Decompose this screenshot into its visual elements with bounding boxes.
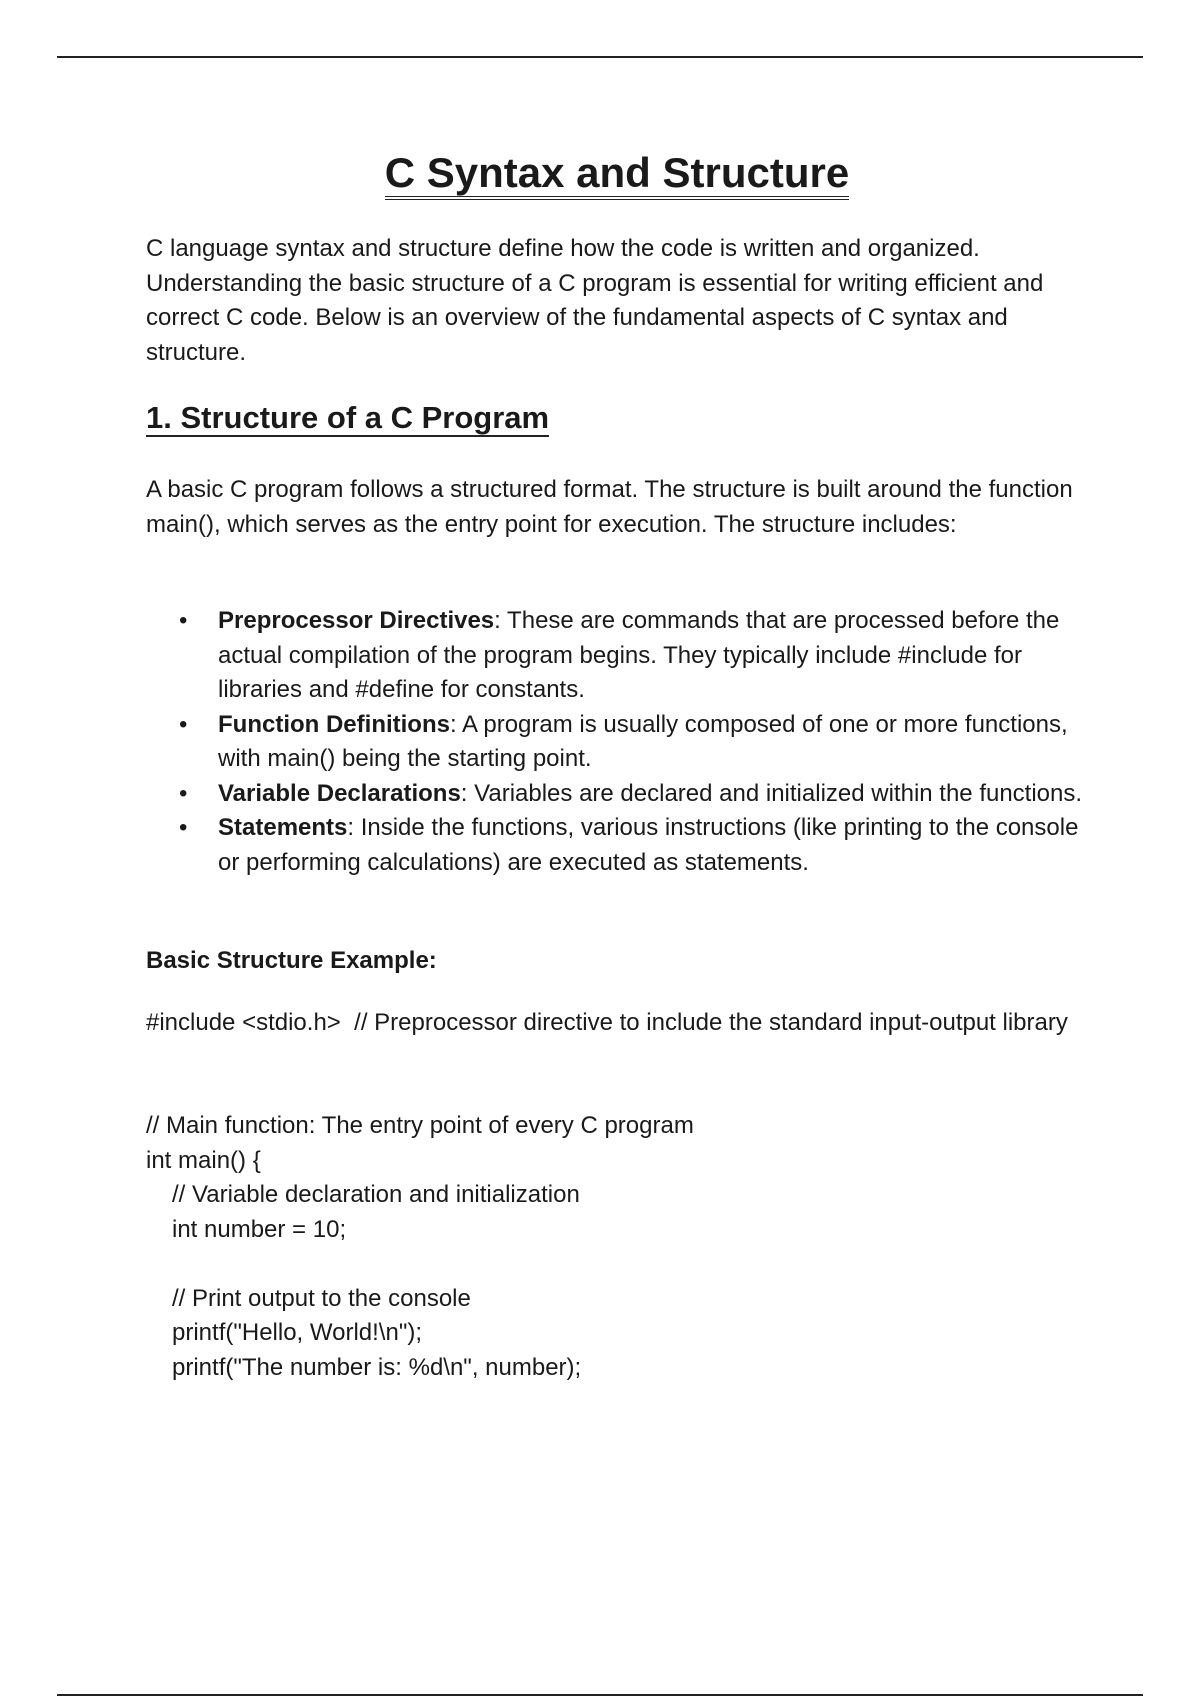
intro-paragraph: C language syntax and structure define how the code is written and organized. Understanding the basic structure of a C program is essential for writing efficient and correct C code. Below is an overview of the fundamental aspects of C syntax and structure.: [146, 235, 1044, 366]
code-main-comment: // Main function: The entry point of every C program: [146, 1112, 694, 1139]
code-include-line: #include <stdio.h> // Preprocessor directive to include the standard input-output library: [146, 1009, 1068, 1036]
structure-bullet-list: [146, 604, 1086, 880]
section-heading: [146, 398, 549, 438]
bullet-icon: •: [179, 607, 188, 634]
bottom-rule: [57, 1694, 1143, 1696]
page-title-text: C Syntax and Structure: [385, 149, 849, 200]
list-item: [146, 811, 1086, 880]
list-item: [146, 604, 1086, 708]
code-blank-line: [146, 1247, 1096, 1282]
code-var-line: int number = 10;: [172, 1215, 347, 1243]
code-var-comment: // Variable declaration and initialization: [172, 1181, 580, 1208]
section-paragraph: A basic C program follows a structured format. The structure is built around the function main(), which serves as the entry point for execution. The structure includes:: [146, 476, 1073, 538]
code-main-open: int main() {: [146, 1146, 261, 1174]
bullet-term: Function Definitions: [218, 710, 450, 738]
bullet-icon: •: [179, 710, 188, 738]
section-heading-text: 1. Structure of a C Program: [146, 400, 550, 435]
code-print-comment: // Print output to the console: [172, 1284, 471, 1312]
bullet-text: : These are commands that are processed before the actual compilation of the program begins. They typically include #include for libraries and #define for constants.: [218, 607, 1060, 703]
code-print-number: printf("The number is: %d\n", number);: [172, 1353, 582, 1381]
bullet-term: Statements: [218, 814, 348, 841]
code-print-hello: printf("Hello, World!\n");: [172, 1319, 422, 1346]
bullet-icon: •: [179, 779, 188, 807]
bullet-text: : Inside the functions, various instructions (like printing to the console or performing calculations) are executed as statements.: [218, 814, 1079, 876]
example-label: Basic Structure Example:: [146, 947, 437, 974]
bullet-text: : Variables are declared and initialized within the functions.: [460, 779, 1083, 807]
bullet-term: Preprocessor Directives: [218, 607, 495, 634]
code-main-block: [146, 1109, 1096, 1385]
page-title: [0, 146, 1200, 200]
bullet-icon: •: [179, 814, 188, 841]
list-item: [146, 708, 1086, 777]
bullet-text: : A program is usually composed of one or more functions, with main() being the starting point.: [218, 710, 1068, 772]
bullet-term: Variable Declarations: [218, 779, 461, 807]
top-rule: [57, 56, 1143, 58]
list-item: [146, 777, 1086, 812]
code-include-block: [146, 1006, 1096, 1041]
